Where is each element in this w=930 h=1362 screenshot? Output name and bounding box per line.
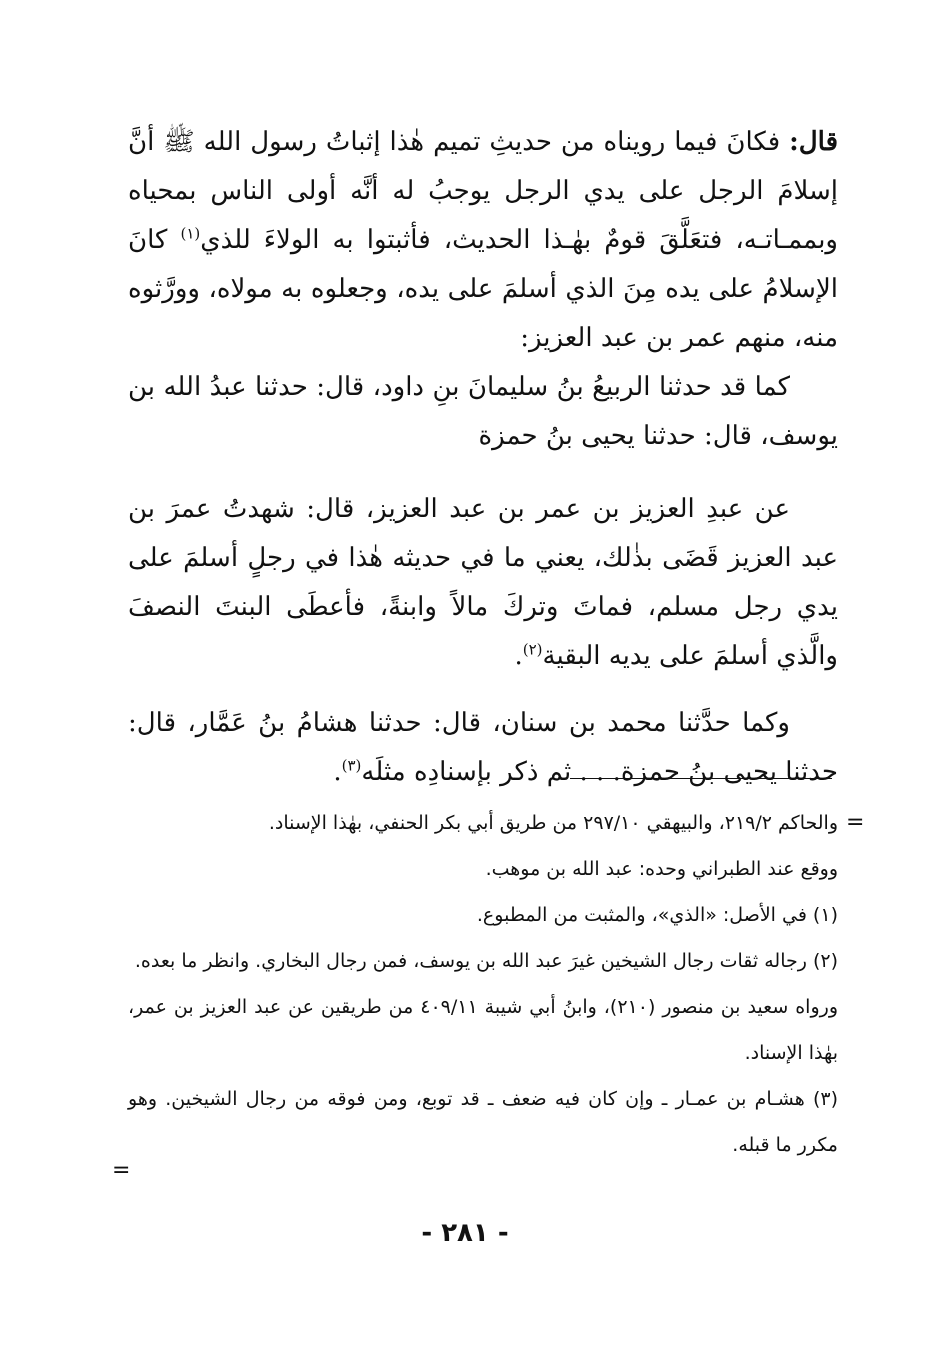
footnotes	[128, 800, 838, 1168]
paragraph-2-text: كما قد حدثنا الربيعُ بنُ سليمانَ بنِ داود، قال: حدثنا عبدُ الله بن يوسف، قال: حدثنا يحيى بنُ حمزة	[128, 372, 838, 451]
footnote-2-extra: ورواه سعيد بن منصور (٢١٠)، وابنُ أبي شيبة ٤٠٩/١١ من طريقين عن عبد العزيز بن عمر، بهٰذا الإسناد.	[128, 996, 838, 1064]
footnote-2: (٢) رجاله ثقات رجال الشيخين غيرَ عبد الله بن يوسف، فمن رجال البخاري. وانظر ما بعده.	[134, 950, 838, 972]
paragraph-3-end: .	[514, 641, 523, 671]
qala-label: قال:	[789, 127, 838, 157]
paragraph-1	[128, 118, 838, 363]
continues-marker: =	[112, 1158, 131, 1183]
paragraph-3	[128, 485, 838, 681]
paragraph-4-end: .	[333, 757, 342, 787]
footnote-separator	[570, 778, 832, 779]
footnote-1: (١) في الأصل: «الذي»، والمثبت من المطبوع.	[476, 904, 838, 926]
footnote-3: (٣) هشـام بن عمـار ـ وإن كان فيه ضعف ـ قد توبع، ومن فوقه من رجال الشيخين. وهو مكرر ما قبله.	[128, 1088, 838, 1156]
page-number: - ٢٨١ -	[421, 1218, 509, 1248]
footnote-continuation-1: والحاكم ٢١٩/٢، والبيهقي ٢٩٧/١٠ من طريق أبي بكر الحنفي، بهٰذا الإسناد.	[268, 812, 838, 834]
footnote-ref-3: (٣)	[341, 756, 362, 775]
paragraph-1-text: فكانَ فيما رويناه من حديثِ تميم هٰذا إثباتُ رسول الله ﷺ أنَّ إسلامَ الرجل على يدي الرجل يوجبُ له أنَّه أولى الناس بمحياه وبممـاتـه، فتعَلَّقَ قومٌ بهٰـذا الحديث، فأثبتوا به الولاءَ للذي	[128, 127, 838, 255]
paragraph-3-text: عن عبدِ العزيز بن عمر بن عبد العزيز، قال: شهدتُ عمرَ بن عبد العزيز قَضَى بذٰلك، يعني ما في حديثه هٰذا في رجلٍ أسلمَ على يدي رجل مسلم، فماتَ وتركَ مالاً وابنةً، فأعطَى البنتَ النصفَ والَّذي أسلمَ على يديه البقية	[128, 494, 838, 671]
footnote-ref-1: (١)	[180, 224, 201, 243]
footnote-continuation-2: ووقع عند الطبراني وحده: عبد الله بن موهب.	[485, 858, 838, 880]
paragraph-1-text-after: كانَ الإسلامُ على يده مِنَ الذي أسلمَ على يده، وجعلوه به مولاه، وورَّثوه منه، منهم عمر بن عبد العزيز:	[128, 225, 838, 353]
footnote-ref-2: (٢)	[522, 640, 543, 659]
main-text	[128, 118, 838, 797]
paragraph-4	[128, 699, 838, 797]
continued-from-marker: =	[846, 810, 865, 835]
paragraph-4-text: وكما حدَّثنا محمد بن سنان، قال: حدثنا هشامُ بنُ عَمَّار، قال: حدثنا يحيى بنُ حمزة. . . ثم ذكر بإسنادِه مثلَه	[128, 708, 838, 787]
paragraph-2	[128, 363, 838, 461]
